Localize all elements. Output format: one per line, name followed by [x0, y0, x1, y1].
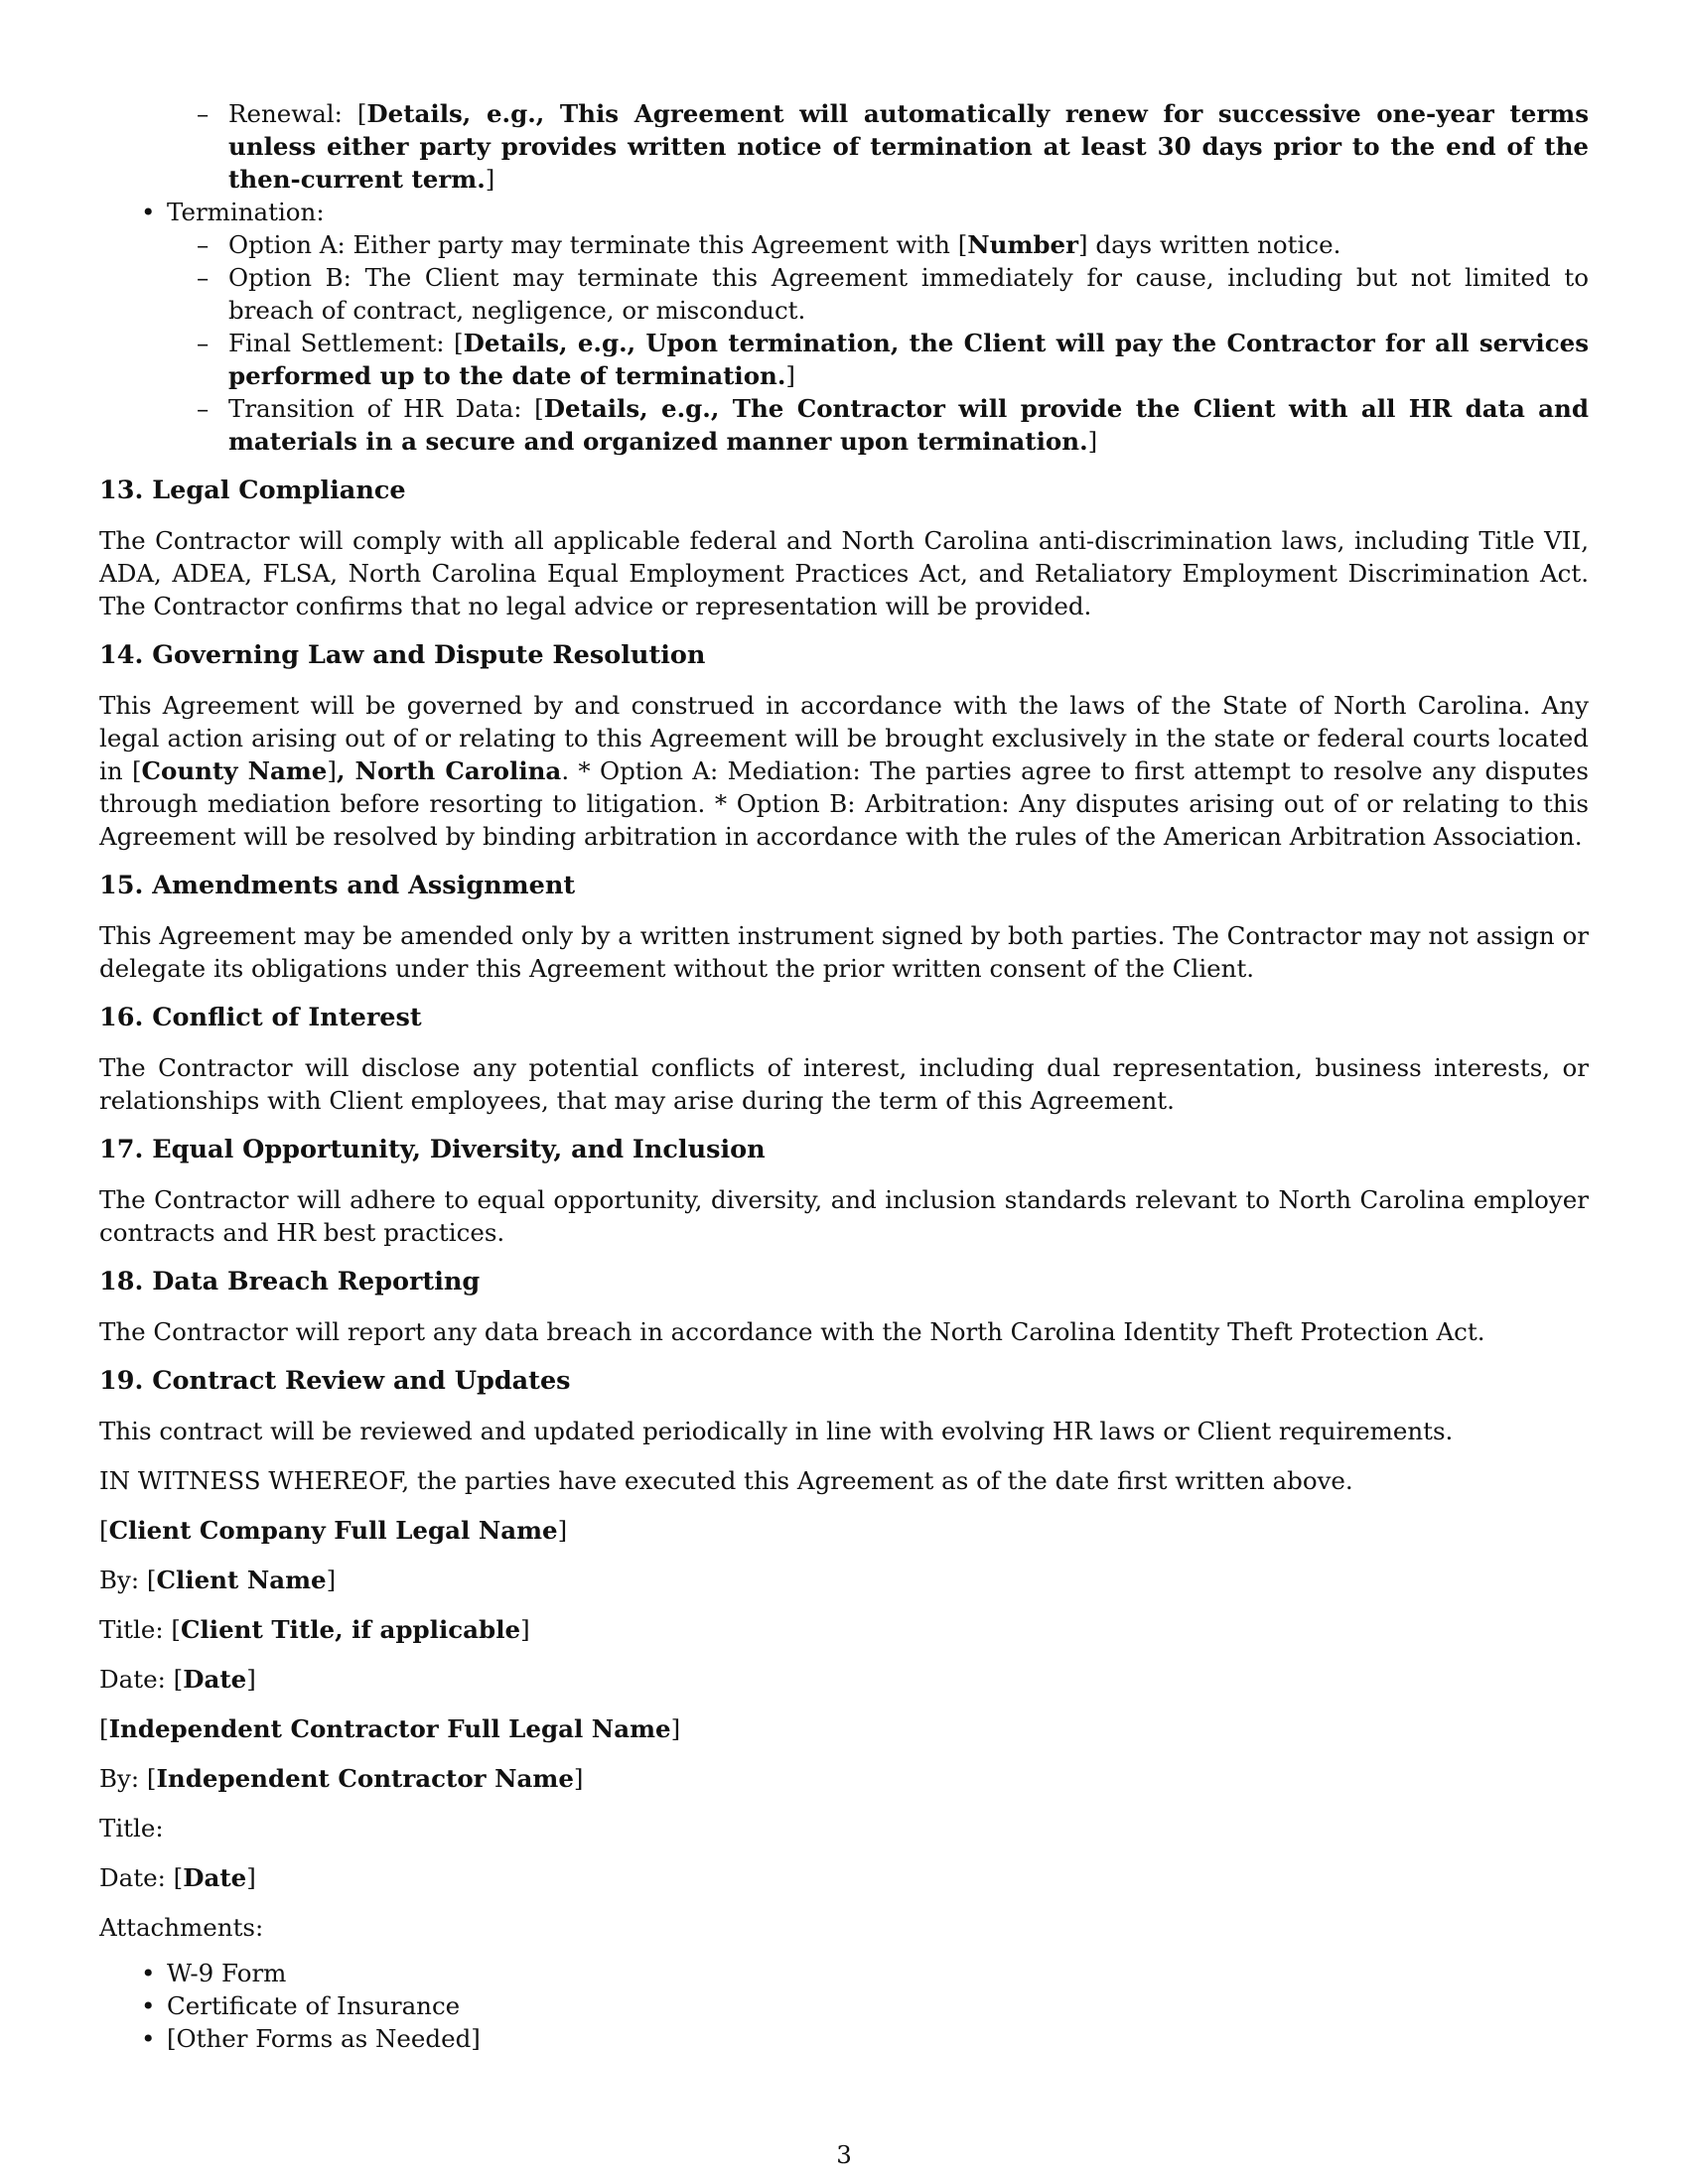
termination-item — [99, 196, 1589, 228]
list-item: • [Other Forms as Needed] — [141, 2024, 481, 2053]
section-16-body: The Contractor will disclose any potential conflicts of interest, including dual representation, business interests, or relationships with Client employees, that may arise during the term of this Agreement. — [99, 1053, 1589, 1115]
client-company-name: [Client Company Full Legal Name] — [99, 1516, 568, 1545]
page-content — [99, 97, 1589, 2055]
section-13-heading: 13. Legal Compliance — [99, 476, 406, 505]
list-item: • W-9 Form — [141, 1959, 287, 1987]
section-19-body: This contract will be reviewed and updated periodically in line with evolving HR laws or Client requirements. — [99, 1417, 1454, 1445]
attachments-label: Attachments: — [99, 1913, 264, 1942]
termination-option-a: – Option A: Either party may terminate this Agreement with [Number] days written notice. — [197, 230, 1341, 259]
notice-days-placeholder: Number — [967, 230, 1079, 259]
client-by-line: By: [Client Name] — [99, 1566, 337, 1594]
county-name-placeholder: County Name — [141, 756, 328, 785]
renewal-details: Details, e.g., This Agreement will automatically renew for successive one-year terms unless either party provides written notice of termination at least 30 days prior to the end of the then-current term. — [228, 99, 1589, 194]
section-18-heading: 18. Data Breach Reporting — [99, 1267, 481, 1297]
dash-marker: – — [197, 230, 210, 259]
contractor-by-line: By: [Independent Contractor Name] — [99, 1764, 584, 1793]
dash-marker: – — [197, 263, 210, 292]
dash-marker: – — [197, 394, 210, 423]
section-15-body: This Agreement may be amended only by a written instrument signed by both parties. The Contractor may not assign or delegate its obligations under this Agreement without the prior written consent of the Client. — [99, 921, 1589, 983]
attachments-list — [99, 1957, 1589, 2055]
client-title-line: Title: [Client Title, if applicable] — [99, 1615, 530, 1644]
bullet-marker: • — [141, 2024, 156, 2053]
section-15-heading: 15. Amendments and Assignment — [99, 871, 576, 900]
section-18-body: The Contractor will report any data breach in accordance with the North Carolina Identity Theft Protection Act. — [99, 1317, 1485, 1346]
dash-marker: – — [197, 329, 210, 357]
section-16-heading: 16. Conflict of Interest — [99, 1003, 422, 1032]
contractor-title-line: Title: — [99, 1814, 164, 1843]
termination-label: Termination: — [167, 198, 325, 226]
section-17-body: The Contractor will adhere to equal opportunity, diversity, and inclusion standards relevant to North Carolina employer contracts and HR best practices. — [99, 1185, 1589, 1247]
section-14-body: This Agreement will be governed by and construed in accordance with the laws of the State of North Carolina. Any legal action arising out of or relating to this Agreement will be brought exclusively in the state or federal courts located in [County Name], North Carolina. * Option A: Mediation: The parties agree to first attempt to resolve any disputes through mediation before resorting to litigation. * Option B: Arbitration: Any disputes arising out of or relating to this Agreement will be resolved by binding arbitration in accordance with the rules of the American Arbitration Association. — [99, 691, 1589, 851]
transition-hr-data-item: – Transition of HR Data: [Details, e.g., The Contractor will provide the Client with all HR data and materials in a secure and organized manner upon termination.] — [197, 394, 1589, 456]
section-17-heading: 17. Equal Opportunity, Diversity, and Inclusion — [99, 1135, 766, 1164]
client-date-line: Date: [Date] — [99, 1665, 256, 1694]
bullet-marker: • — [141, 198, 156, 226]
list-item: • Certificate of Insurance — [141, 1991, 461, 2020]
contractor-company-name: [Independent Contractor Full Legal Name] — [99, 1714, 681, 1743]
final-settlement-item: – Final Settlement: [Details, e.g., Upon termination, the Client will pay the Contractor for all services performed up to the date of termination.] — [197, 329, 1589, 390]
bullet-marker: • — [141, 1959, 156, 1987]
section-13-body: The Contractor will comply with all applicable federal and North Carolina anti-discrimination laws, including Title VII, ADA, ADEA, FLSA, North Carolina Equal Employment Practices Act, and Retaliatory Employment Discrimination Act. The Contractor confirms that no legal advice or representation will be provided. — [99, 526, 1589, 620]
contractor-date-line: Date: [Date] — [99, 1863, 256, 1892]
section-19-heading: 19. Contract Review and Updates — [99, 1366, 571, 1396]
bullet-marker: • — [141, 1991, 156, 2020]
renewal-item: – Renewal: [Details, e.g., This Agreement will automatically renew for successive one-year terms unless either party provides written notice of termination at least 30 days prior to the end of the then-current term.] — [197, 99, 1589, 194]
termination-option-b: – Option B: The Client may terminate this Agreement immediately for cause, including but not limited to breach of contract, negligence, or misconduct. — [197, 263, 1589, 325]
dash-marker: – — [197, 99, 210, 128]
section-14-heading: 14. Governing Law and Dispute Resolution — [99, 640, 706, 670]
witness-statement: IN WITNESS WHEREOF, the parties have executed this Agreement as of the date first written above. — [99, 1466, 1353, 1495]
page-number: 3 — [836, 2140, 852, 2169]
